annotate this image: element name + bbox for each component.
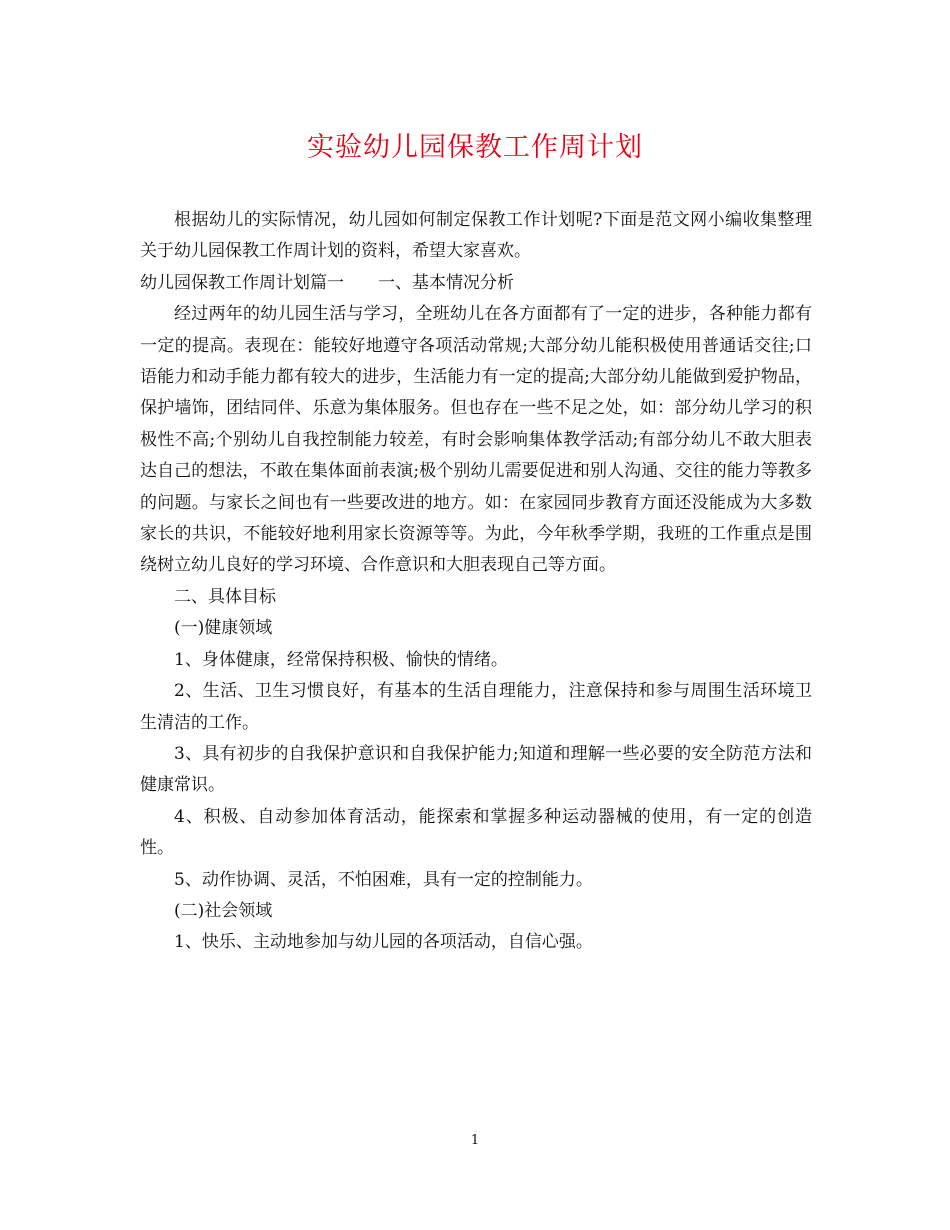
paragraph-social-item-1: 1、快乐、主动地参加与幼儿园的各项活动，自信心强。 bbox=[174, 932, 593, 953]
paragraph-goals-heading: 二、具体目标 bbox=[174, 586, 276, 607]
paragraph-health-item-5: 5、动作协调、灵活，不怕困难，具有一定的控制能力。 bbox=[174, 869, 593, 890]
page-number: 1 bbox=[470, 1133, 480, 1148]
paragraph-section-heading: 幼儿园保教工作周计划篇一 一、基本情况分析 bbox=[140, 272, 514, 293]
document-body bbox=[140, 205, 812, 959]
document-title: 实验幼儿园保教工作周计划 bbox=[307, 132, 643, 163]
paragraph-health-item-2: 2、生活、卫生习惯良好，有基本的生活自理能力，注意保持和参与周围生活环境卫生清洁的工作。 bbox=[140, 681, 812, 733]
paragraph-situation-analysis: 经过两年的幼儿园生活与学习，全班幼儿在各方面都有了一定的进步，各种能力都有一定的提高。表现在：能较好地遵守各项活动常规;大部分幼儿能积极使用普通话交往;口语能力和动手能力都有较大的进步，生活能力有一定的提高;大部分幼儿能做到爱护物品，保护墙饰，团结同伴、乐意为集体服务。但也存在一些不足之处，如：部分幼儿学习的积极性不高;个别幼儿自我控制能力较差，有时会影响集体教学活动;有部分幼儿不敢大胆表达自己的想法，不敢在集体面前表演;极个别幼儿需要促进和别人沟通、交往的能力等教多的问题。与家长之间也有一些要改进的地方。如：在家园同步教育方面还没能成为大多数家长的共识，不能较好地利用家长资源等等。为此，今年秋季学期，我班的工作重点是围绕树立幼儿良好的学习环境、合作意识和大胆表现自己等方面。 bbox=[140, 304, 812, 576]
paragraph-social-domain: (二)社会领域 bbox=[174, 900, 273, 921]
paragraph-health-item-1: 1、身体健康，经常保持积极、愉快的情绪。 bbox=[174, 649, 508, 670]
paragraph-health-item-3: 3、具有初步的自我保护意识和自我保护能力;知道和理解一些必要的安全防范方法和健康常识。 bbox=[140, 743, 812, 796]
paragraph-health-item-4: 4、积极、自动参加体育活动，能探索和掌握多种运动器械的使用，有一定的创造性。 bbox=[140, 806, 812, 859]
paragraph-health-domain: (一)健康领域 bbox=[174, 618, 273, 639]
paragraph-intro: 根据幼儿的实际情况，幼儿园如何制定保教工作计划呢?下面是范文网小编收集整理关于幼儿园保教工作周计划的资料，希望大家喜欢。 bbox=[140, 210, 812, 262]
